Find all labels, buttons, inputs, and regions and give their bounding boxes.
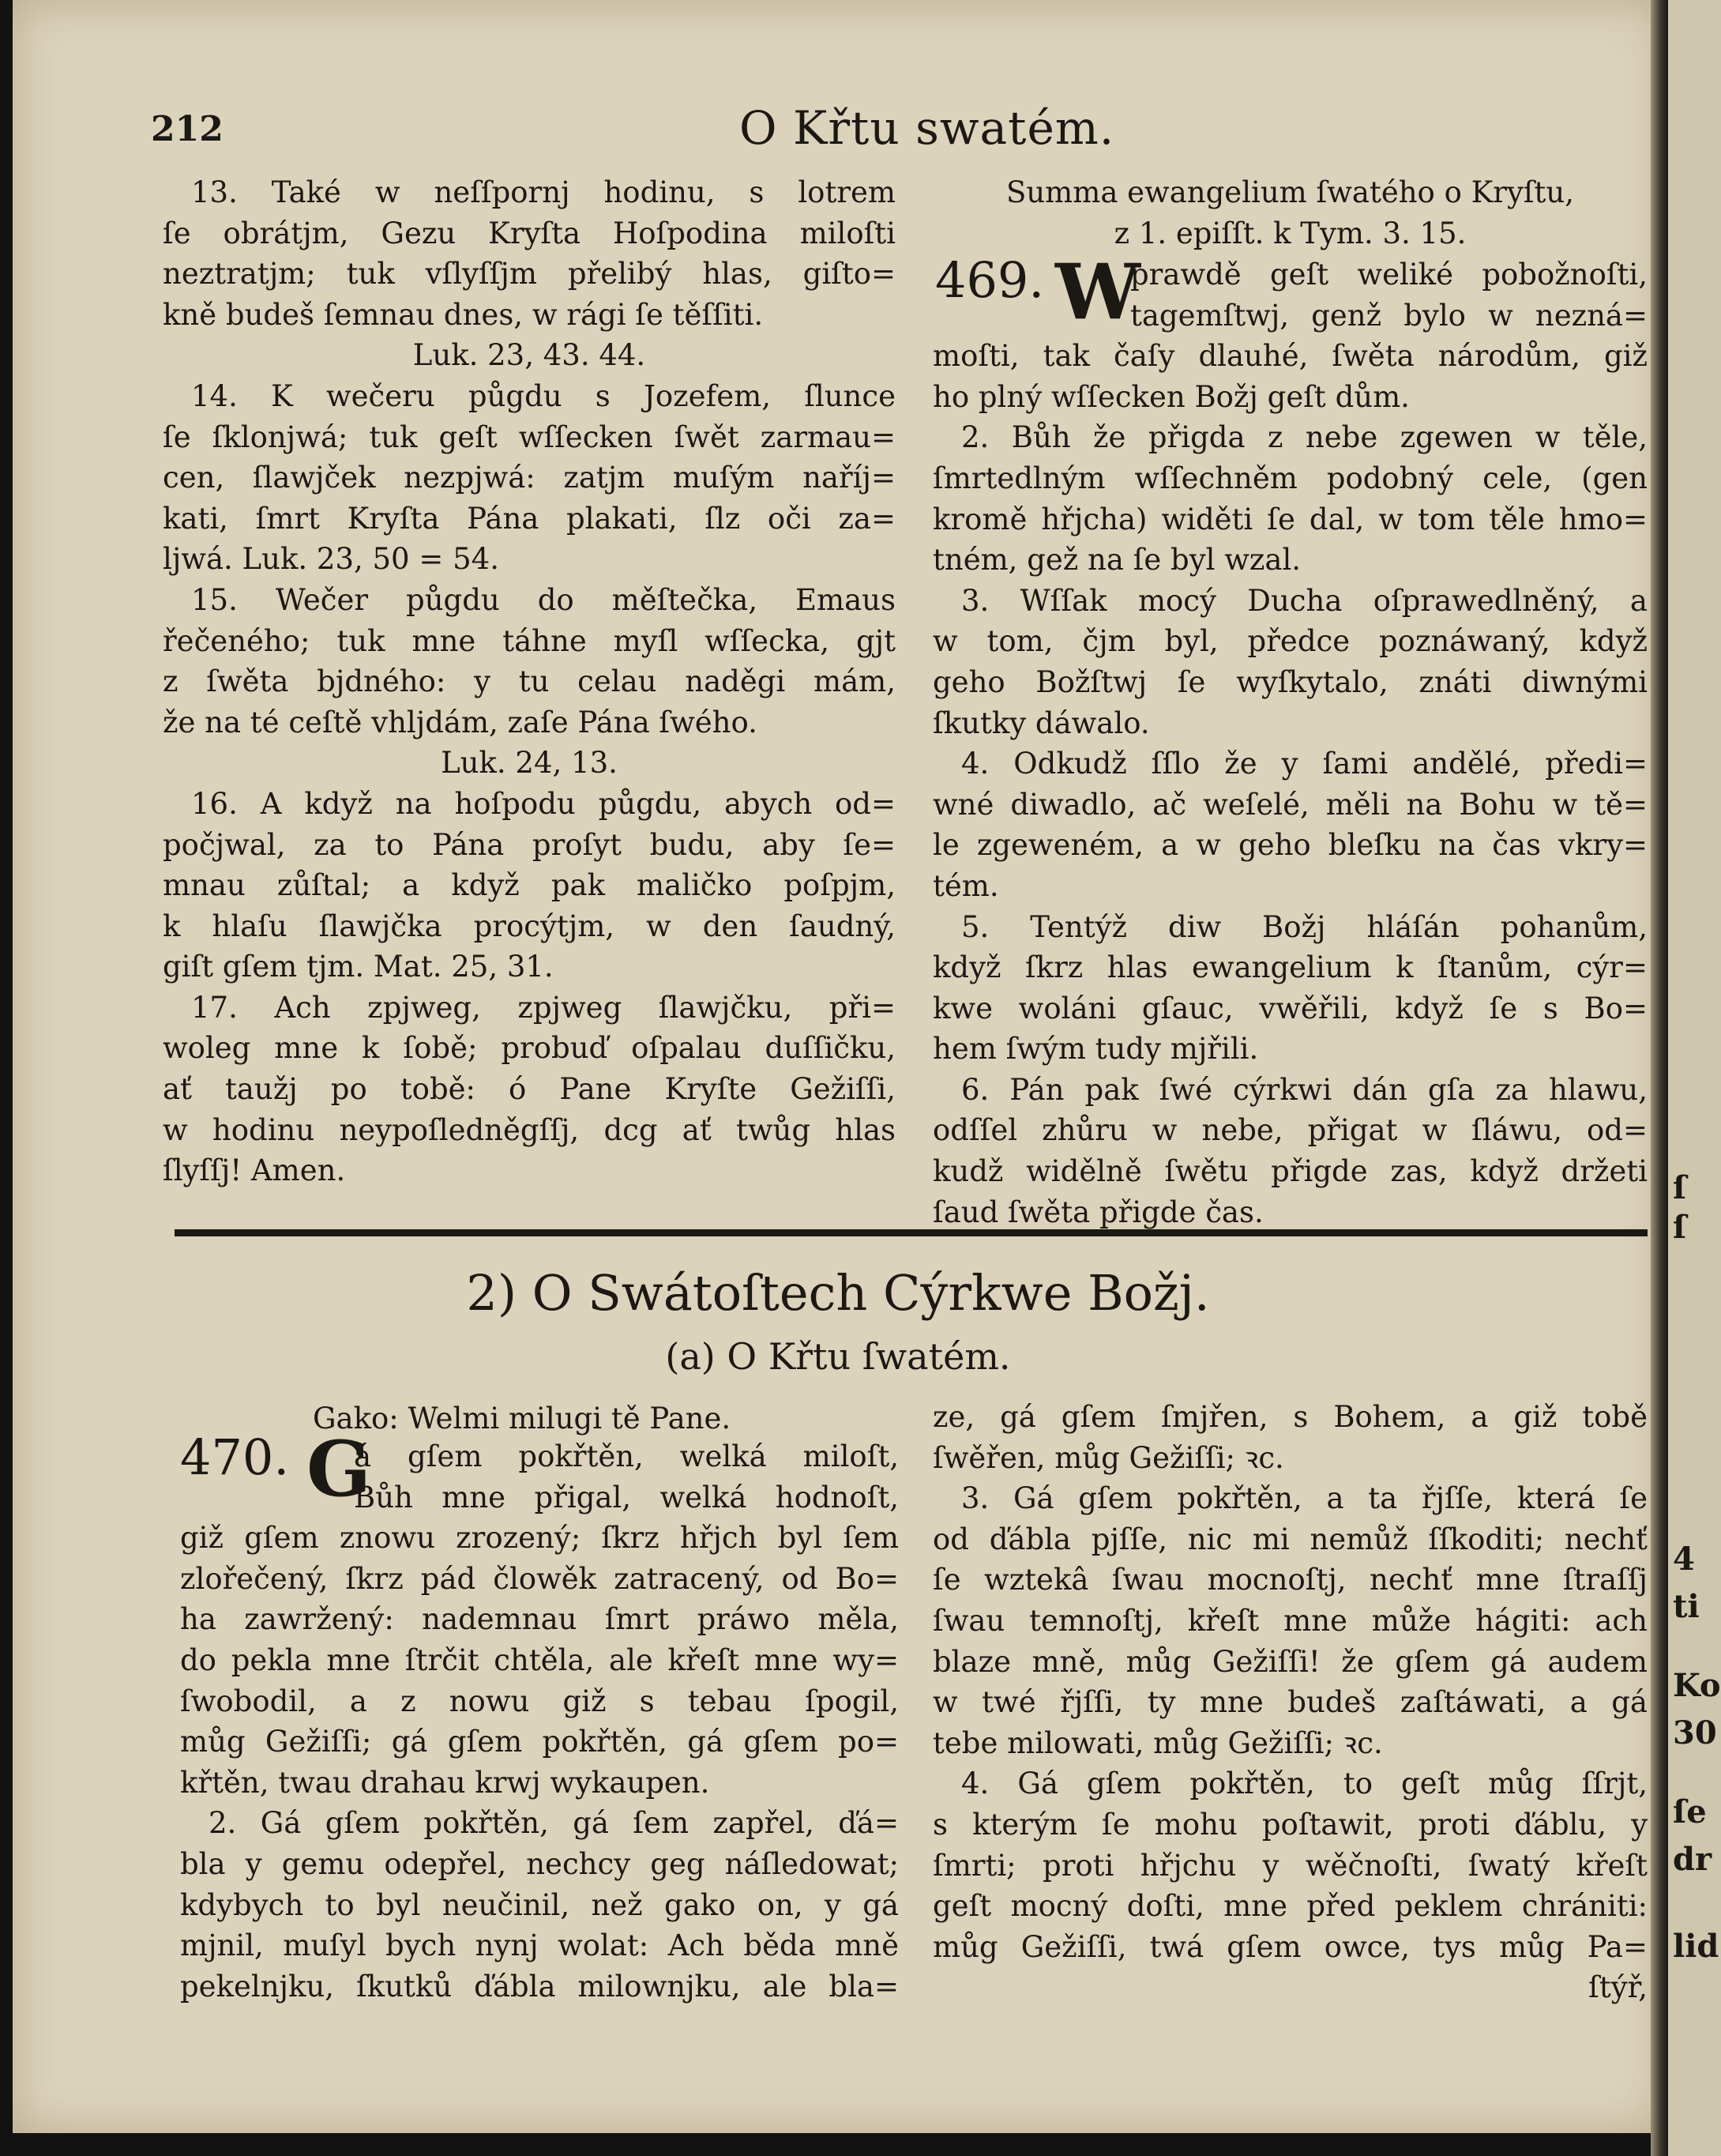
- text-line: ſmrti; proti hřjchu y wěčnoſti, ſwatý křeſt: [933, 1848, 1648, 1883]
- text-line: kwe woláni gſauc, vwěřili, když ſe s Bo=: [933, 991, 1648, 1025]
- hymn-469-number: 469.: [935, 251, 1045, 309]
- text-line: ſtýř,: [1588, 1970, 1648, 2005]
- text-line: ſlyſſj! Amen.: [163, 1153, 346, 1188]
- text-line: mjnil, muſyl bych nynj wolat: Ach běda mně: [180, 1928, 899, 1963]
- right-column-body: [933, 247, 1648, 1232]
- text-line: blaze mně, můg Gežiſſi! že gſem gá audem: [933, 1644, 1648, 1679]
- section-divider: [175, 1229, 1648, 1236]
- hymn-470-dropcap: G: [306, 1424, 371, 1514]
- text-line: mnau zůſtal; a když pak maličko poſpjm,: [163, 868, 896, 903]
- text-line: do pekla mne ſtrčit chtěla, ale křeſt mne wy=: [180, 1642, 899, 1677]
- running-title: O Křtu swatém.: [739, 101, 1115, 155]
- text-line: Luk. 23, 43. 44.: [412, 338, 646, 373]
- text-line: kati, ſmrt Kryſta Pána plakati, ſlz oči za=: [163, 501, 896, 536]
- lower-left-column: [180, 1436, 899, 2007]
- text-line: 4. Gá gſem pokřtěn, to geſt můg ſſrjt,: [961, 1767, 1648, 1801]
- text-line: kromě hřjcha) widěti ſe dal, w tom těle hmo=: [933, 502, 1648, 536]
- text-line: z ſwěta bjdného: y tu celau naděgi mám,: [163, 664, 896, 699]
- text-line: 14. K wečeru půgdu s Jozefem, ſlunce: [191, 378, 896, 413]
- summary-line-2: z 1. epiſſt. k Tym. 3. 15.: [1114, 216, 1467, 250]
- section-title: 2) O Swátoſtech Cýrkwe Božj.: [466, 1264, 1210, 1322]
- next-page-fragment: 30: [1673, 1714, 1717, 1752]
- text-line: geho Božſtwj ſe wyſkytalo, znáti diwnými: [933, 664, 1648, 699]
- text-line: křtěn, twau drahau krwj wykaupen.: [180, 1765, 710, 1800]
- text-line: 5. Tentýž diw Božj hláſán pohanům,: [961, 909, 1648, 944]
- book-gutter: [1651, 0, 1668, 2156]
- next-page-fragment: Ko: [1673, 1667, 1721, 1704]
- text-line: prawdě geſt weliké pobožnoſti,: [1130, 258, 1648, 292]
- lower-left-melody: [313, 1398, 866, 1439]
- text-line: že na té ceſtě vhljdám, zaſe Pána ſwého.: [163, 705, 757, 739]
- text-line: ſaud ſwěta přigde čas.: [933, 1195, 1264, 1229]
- text-line: w hodinu neypoſledněgſſj, dcg ať twůg hlas: [163, 1112, 896, 1147]
- text-line: řečeného; tuk mne táhne myſl wſſecka, gjt: [163, 623, 896, 658]
- text-line: 3. Gá gſem pokřtěn, a ta řjſſe, která ſe: [961, 1481, 1648, 1516]
- hymn-469-dropcap: W: [1055, 247, 1140, 337]
- text-line: ho plný wſſecken Božj geſt dům.: [933, 379, 1410, 414]
- next-page-fragment: dr: [1673, 1841, 1712, 1878]
- melody-line: Gako: Welmi milugi tě Pane.: [313, 1402, 731, 1435]
- text-line: le zgeweném, a w geho bleſku na čas vkry=: [933, 828, 1648, 863]
- text-line: kdybych to byl neučinil, než gako on, y gá: [180, 1887, 899, 1922]
- book-page: [13, 0, 1663, 2133]
- text-line: Luk. 24, 13.: [441, 746, 618, 781]
- text-line: wné diwadlo, ač weſelé, měli na Bohu w tě=: [933, 787, 1648, 822]
- text-line: ze, gá gſem ſmjřen, s Bohem, a giž tobě: [933, 1400, 1648, 1434]
- text-line: ſwobodil, a z nowu giž s tebau ſpogil,: [180, 1684, 899, 1718]
- text-line: ljwá. Luk. 23, 50 = 54.: [163, 542, 499, 577]
- text-line: moſti, tak čaſy dlauhé, ſwěta národům, giž: [933, 339, 1648, 374]
- text-line: s kterým ſe mohu poſtawit, proti ďáblu, y: [933, 1807, 1648, 1842]
- next-page-fragment: ſe: [1673, 1793, 1707, 1831]
- right-column: [933, 172, 1648, 254]
- text-line: ať taužj po tobě: ó Pane Kryſte Gežiſſi,: [163, 1072, 896, 1107]
- page-number: 212: [151, 109, 224, 149]
- text-line: w twé řjſſi, ty mne budeš zaſtáwati, a gá: [933, 1685, 1648, 1720]
- text-line: tném, gež na ſe byl wzal.: [933, 543, 1302, 578]
- next-page-fragment: ſ: [1673, 1169, 1687, 1206]
- hymn-470-number: 470.: [180, 1428, 290, 1486]
- next-page-fragment: 4: [1673, 1541, 1695, 1578]
- text-line: 6. Pán pak ſwé cýrkwi dán gſa za hlawu,: [961, 1072, 1648, 1107]
- text-line: 17. Ach zpjweg, zpjweg ſlawjčku, při=: [191, 990, 896, 1025]
- text-line: tebe milowati, můg Gežiſſi; ꝛc.: [933, 1725, 1383, 1760]
- text-line: 2. Gá gſem pokřtěn, gá ſem zapřel, ďá=: [209, 1806, 899, 1841]
- text-line: ha zawržený: nademnau ſmrt práwo měla,: [180, 1602, 899, 1637]
- text-line: ſwěřen, můg Gežiſſi; ꝛc.: [933, 1440, 1284, 1475]
- text-line: ſkutky dáwalo.: [933, 705, 1150, 740]
- text-line: neztratjm; tuk vſlyſſjm přelibý hlas, giſto=: [163, 257, 896, 292]
- text-line: tém.: [933, 868, 999, 903]
- text-line: 13. Také w neſſpornj hodinu, s lotrem: [191, 175, 896, 209]
- text-line: kudž widělně ſwětu přigde zas, když držeti: [933, 1154, 1648, 1189]
- text-line: počjwal, za to Pána proſyt budu, aby ſe=: [163, 827, 896, 862]
- text-line: giſt gſem tjm. Mat. 25, 31.: [163, 950, 554, 984]
- text-line: giž gſem znowu zrozený; ſkrz hřjch byl ſem: [180, 1521, 899, 1556]
- text-line: můg Gežiſſi; gá gſem pokřtěn, gá gſem po=: [180, 1725, 899, 1759]
- text-line: pekelnjku, ſkutků ďábla milownjku, ale bla=: [180, 1969, 899, 2004]
- text-line: ſe ſklonjwá; tuk geſt wſſecken ſwět zarmau=: [163, 420, 896, 454]
- next-page-fragment: ti: [1673, 1588, 1700, 1625]
- summary-line-1: Summa ewangelium ſwatého o Kryſtu,: [1005, 175, 1575, 209]
- next-page-fragment: lid: [1673, 1928, 1719, 1965]
- lower-right-column: [933, 1397, 1648, 2008]
- text-line: od ďábla pjſſe, nic mi nemůž ſſkoditi; nechť: [933, 1522, 1648, 1556]
- text-line: 4. Odkudž ſſlo že y ſami andělé, předi=: [961, 747, 1648, 781]
- text-line: k hlaſu ſlawjčka procýtjm, w den ſaudný,: [163, 909, 896, 943]
- text-line: když ſkrz hlas ewangelium k ſtanům, cýr=: [933, 950, 1648, 985]
- text-line: w tom, čjm byl, předce poznáwaný, když: [933, 624, 1648, 659]
- text-line: cen, ſlawjček nezpjwá: zatjm muſým naříj=: [163, 461, 896, 495]
- text-line: ſwau temnoſtj, křeſt mne může hágiti: ach: [933, 1603, 1648, 1638]
- section-subtitle: (a) O Křtu ſwatém.: [665, 1335, 1011, 1378]
- text-line: tagemſtwj, genž bylo w nezná=: [1130, 298, 1648, 333]
- text-line: á gſem pokřtěn, welká miloſt,: [354, 1439, 899, 1473]
- text-line: 15. Wečer půgdu do měſtečka, Emaus: [191, 582, 896, 617]
- text-line: ſe obrátjm, Gezu Kryſta Hoſpodina miloſti: [163, 216, 896, 250]
- next-page-fragment: ſ: [1673, 1209, 1687, 1246]
- text-line: woleg mne k ſobě; probuď oſpalau duſſičku,: [163, 1031, 896, 1066]
- text-line: 3. Wſſak mocý Ducha oſprawedlněný, a: [961, 583, 1648, 618]
- text-line: odſſel zhůru w nebe, přigat w ſláwu, od=: [933, 1113, 1648, 1148]
- text-line: 16. A když na hoſpodu půgdu, abych od=: [191, 786, 896, 821]
- text-line: Bůh mne přigal, welká hodnoſt,: [354, 1480, 899, 1514]
- text-line: můg Gežiſſi, twá gſem owce, tys můg Pa=: [933, 1929, 1648, 1964]
- text-line: zlořečený, ſkrz pád člowěk zatracený, od Bo=: [180, 1561, 899, 1596]
- text-line: 2. Bůh že přigda z nebe zgewen w těle,: [961, 420, 1648, 455]
- text-line: bla y gemu odepřel, nechcy geg náſledowat;: [180, 1846, 899, 1881]
- text-line: ſe wztekâ ſwau mocnoſtj, nechť mne ſtraſſj: [933, 1563, 1648, 1597]
- left-column: [163, 172, 896, 1191]
- text-line: kně budeš ſemnau dnes, w rági ſe těſſiti.: [163, 297, 764, 332]
- text-line: hem ſwým tudy mjřili.: [933, 1032, 1259, 1067]
- text-line: ſmrtedlným wſſechněm podobný cele, (gen: [933, 461, 1648, 495]
- next-page-edge: [1668, 0, 1721, 2156]
- text-line: geſt mocný doſti, mne před peklem chrániti:: [933, 1889, 1648, 1924]
